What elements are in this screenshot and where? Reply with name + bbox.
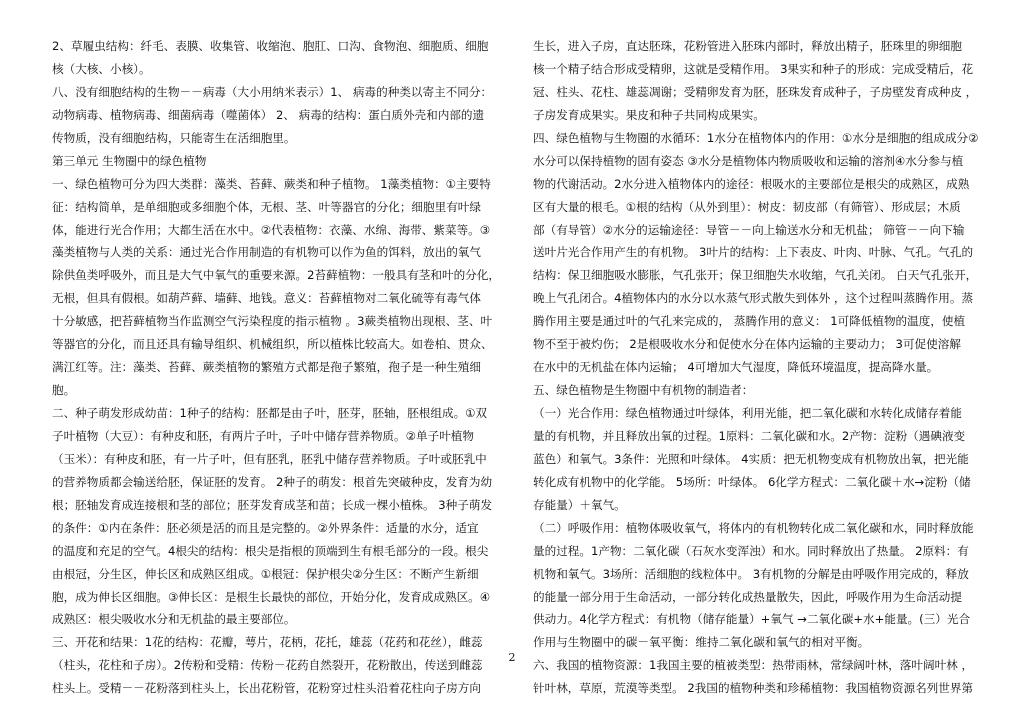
- text-line: 一、绿色植物可分为四大类群：藻类、苔藓、蕨类和种子植物。 1藻类植物：①主要特: [52, 176, 491, 191]
- text-line: 核一个精子结合形成受精卵，这就是受精作用。 3果实和种子的形成：完成受精后，花: [533, 61, 974, 76]
- text-line: 的温度和充足的空气。4根尖的结构：根尖是指根的顶端到生有根毛部分的一段。根尖: [52, 543, 489, 558]
- text-line: 部（有导管）②水分的运输途径：导管－－向上输送水分和无机盐； 筛管－－向下输: [533, 222, 965, 237]
- text-line: 八、没有细胞结构的生物－－病毒（大小用纳米表示）1、 病毒的种类以寄主不同分：: [52, 84, 493, 99]
- text-line: 供动力。4化学方程式：有机物（储存能量）+氧气 →二氧化碳+水+能量。(三）光合: [533, 612, 971, 627]
- text-line: 子房发育成果实。果皮和种子共同构成果实。: [533, 107, 765, 122]
- text-line: 胞，成为伸长区细胞。③伸长区：是根生长最快的部位，开始分化，发育成成熟区。④: [52, 589, 491, 604]
- text-line: 物不至于被灼伤； 2是根吸收水分和促使水分在体内运输的主要动力； 3可促使溶解: [533, 337, 961, 352]
- text-line: 无根，但具有假根。如葫芦藓、墙藓、地钱。意义：苔藓植物对二氧化硫等有毒气体: [52, 291, 481, 306]
- text-line: 的条件：①内在条件：胚必须是活的而且是完整的。②外界条件：适量的水分，适宜: [52, 520, 479, 535]
- text-line: 生长，进入子房，直达胚珠，花粉管进入胚珠内部时，释放出精子，胚珠里的卵细胞: [533, 39, 962, 53]
- text-line: 体，能进行光合作用；大都生活在水中。②代表植物：衣藻、水绵、海带、紫菜等。③: [52, 222, 491, 237]
- text-line: 柱头上。受精－－花粉落到柱头上，长出花粉管，花粉穿过柱头沿着花柱向子房方向: [52, 681, 481, 696]
- text-line: 由根冠，分生区，伸长区和成熟区组成。①根冠：保护根尖②分生区：不断产生新细: [52, 566, 479, 581]
- text-line: 第三单元 生物圈中的绿色植物: [52, 153, 207, 168]
- text-line: 等器官的分化，而且还具有输导组织、机械组织，所以植株比较高大。如卷柏、贯众、: [52, 337, 493, 352]
- text-line: 五、绿色植物是生物圈中有机物的制造者：: [533, 383, 754, 398]
- text-line: 蓝色）和氧气。3条件：光照和叶绿体。 4实质：把无机物变成有机物放出氧，把光能: [533, 451, 969, 466]
- text-line: 量的过程。1产物：二氧化碳（石灰水变浑浊）和水。同时释放出了热量。 2原料：有: [533, 543, 969, 558]
- text-line: （一）光合作用：绿色植物通过叶绿体，利用光能，把二氧化碳和水转化成储存着能: [533, 406, 962, 420]
- text-line: 腾作用主要是通过叶的气孔来完成的， 蒸腾作用的意义： 1可降低植物的温度，使植: [533, 314, 966, 329]
- text-line: 胞。: [52, 383, 76, 398]
- text-line: 藻类植物与人类的关系：通过光合作用制造的有机物可以作为鱼的饵料，放出的氧气: [52, 245, 481, 260]
- text-line: 二、种子萌发形成幼苗：1种子的结构：胚都是由子叶，胚芽，胚轴，胚根组成。①双: [52, 406, 488, 420]
- text-line: 晚上气孔闭合。4植物体内的水分以水蒸气形式散失到体外 ，这个过程叫蒸腾作用。蒸: [533, 291, 974, 306]
- text-line: 征：结构简单，是单细胞或多细胞个体，无根、茎、叶等器官的分化；细胞里有叶绿: [52, 199, 481, 214]
- text-line: 存能量）＋氧气。: [533, 497, 626, 512]
- text-line: 针叶林，草原，荒漠等类型。 2我国的植物种类和珍稀植物：我国植物资源名列世界第: [533, 681, 974, 696]
- text-line: 传物质，没有细胞结构，只能寄生在活细胞里。: [52, 130, 296, 145]
- text-line: 冠、柱头、花柱、雄蕊凋谢；受精卵发育为胚，胚珠发育成种子，子房壁发育成种皮 ，: [533, 84, 978, 99]
- text-line: 在水中的无机盐在体内运输； 4可增加大气湿度，降低环境温度，提高降水量。: [533, 360, 939, 375]
- text-line: 四、绿色植物与生物圈的水循环：1水分在植物体内的作用：①水分是细胞的组成成分②: [533, 130, 979, 145]
- text-line: 送叶片光合作用产生的有机物。 3叶片的结构：上下表皮、叶肉、叶脉、气孔。气孔的: [533, 245, 974, 260]
- text-line: （玉米）：有种皮和胚，有一片子叶，但有胚乳，胚乳中储存营养物质。子叶或胚乳中: [52, 451, 487, 466]
- text-line: 动物病毒、植物病毒、细菌病毒（噬菌体） 2、 病毒的结构：蛋白质外壳和内部的遗: [52, 107, 485, 122]
- text-line: 根；胚轴发育成连接根和茎的部位；胚芽发育成茎和苗；长成一棵小植株。 3种子萌发: [52, 497, 493, 512]
- text-line: 的能量一部分用于生命活动，一部分转化成热量散失，因此，呼吸作用为生命活动提: [533, 589, 962, 604]
- text-line: 成熟区：根尖吸收水分和无机盐的最主要部位。: [52, 612, 296, 627]
- text-line: 核（大核、小核）。: [52, 61, 151, 76]
- text-line: （二）呼吸作用：植物体吸收氧气，将体内的有机物转化成二氧化碳和水，同时释放能: [533, 520, 974, 535]
- text-line: 物的代谢活动。2水分进入植物体内的途径：根吸水的主要部位是根尖的成熟区，成熟: [533, 176, 970, 191]
- text-line: 六、我国的植物资源：1我国主要的植被类型：热带雨林，常绿阔叶林，落叶阔叶林 ，: [533, 658, 974, 673]
- right-column: [533, 35, 991, 700]
- text-line: 机物和氧气。3场所：活细胞的线粒体中。 3有机物的分解是由呼吸作用完成的，释放: [533, 566, 969, 581]
- text-line: 2、草履虫结构：纤毛、表膜、收集管、收缩泡、胞肛、口沟、食物泡、细胞质、细胞: [52, 39, 489, 53]
- text-line: 结构：保卫细胞吸水膨胀，气孔张开；保卫细胞失水收缩，气孔关闭。 白天气孔张开，: [533, 268, 978, 283]
- left-column: [52, 35, 504, 700]
- page-number: 2: [508, 651, 516, 664]
- text-line: 作用与生物圈中的碳－氧平衡：维持二氧化碳和氧气的相对平衡。: [533, 635, 870, 650]
- text-line: 量的有机物，并且释放出氧的过程。1原料：二氧化碳和水。2产物：淀粉（遇碘液变: [533, 428, 966, 443]
- text-line: （柱头，花柱和子房）。2传粉和受精：传粉－花药自然裂开，花粉散出，传送到雌蕊: [52, 658, 483, 673]
- text-line: 满江红等。注：藻类、苔藓、蕨类植物的繁殖方式都是孢子繁殖，孢子是一种生殖细: [52, 360, 481, 375]
- text-line: 区有大量的根毛。①根的结构（从外到里）：树皮：韧皮部（有筛管）、形成层；木质: [533, 199, 961, 214]
- text-line: 除供鱼类呼吸外，而且是大气中氧气的重要来源。2苔藓植物：一般具有茎和叶的分化，: [52, 268, 500, 283]
- text-line: 三、开花和结果：1花的结构：花瓣，萼片，花柄，花托，雄蕊（花药和花丝），雌蕊: [52, 635, 483, 650]
- text-line: 十分敏感，把苔藓植物当作监测空气污染程度的指示植物 。3蕨类植物出现根、茎、叶: [52, 314, 493, 329]
- text-line: 子叶植物（大豆）：有种皮和胚，有两片子叶，子叶中储存营养物质。②单子叶植物: [52, 428, 474, 443]
- text-line: 转化成有机物中的化学能。 5场所：叶绿体。 6化学方程式：二氧化碳＋水→淀粉（储: [533, 474, 971, 489]
- text-line: 水分可以保持植物的固有姿态 ③水分是植物体内物质吸收和运输的溶剂④水分参与植: [533, 153, 964, 168]
- text-line: 的营养物质都会输送给胚，保证胚的发育。 2种子的萌发：根首先突破种皮，发育为幼: [52, 474, 493, 489]
